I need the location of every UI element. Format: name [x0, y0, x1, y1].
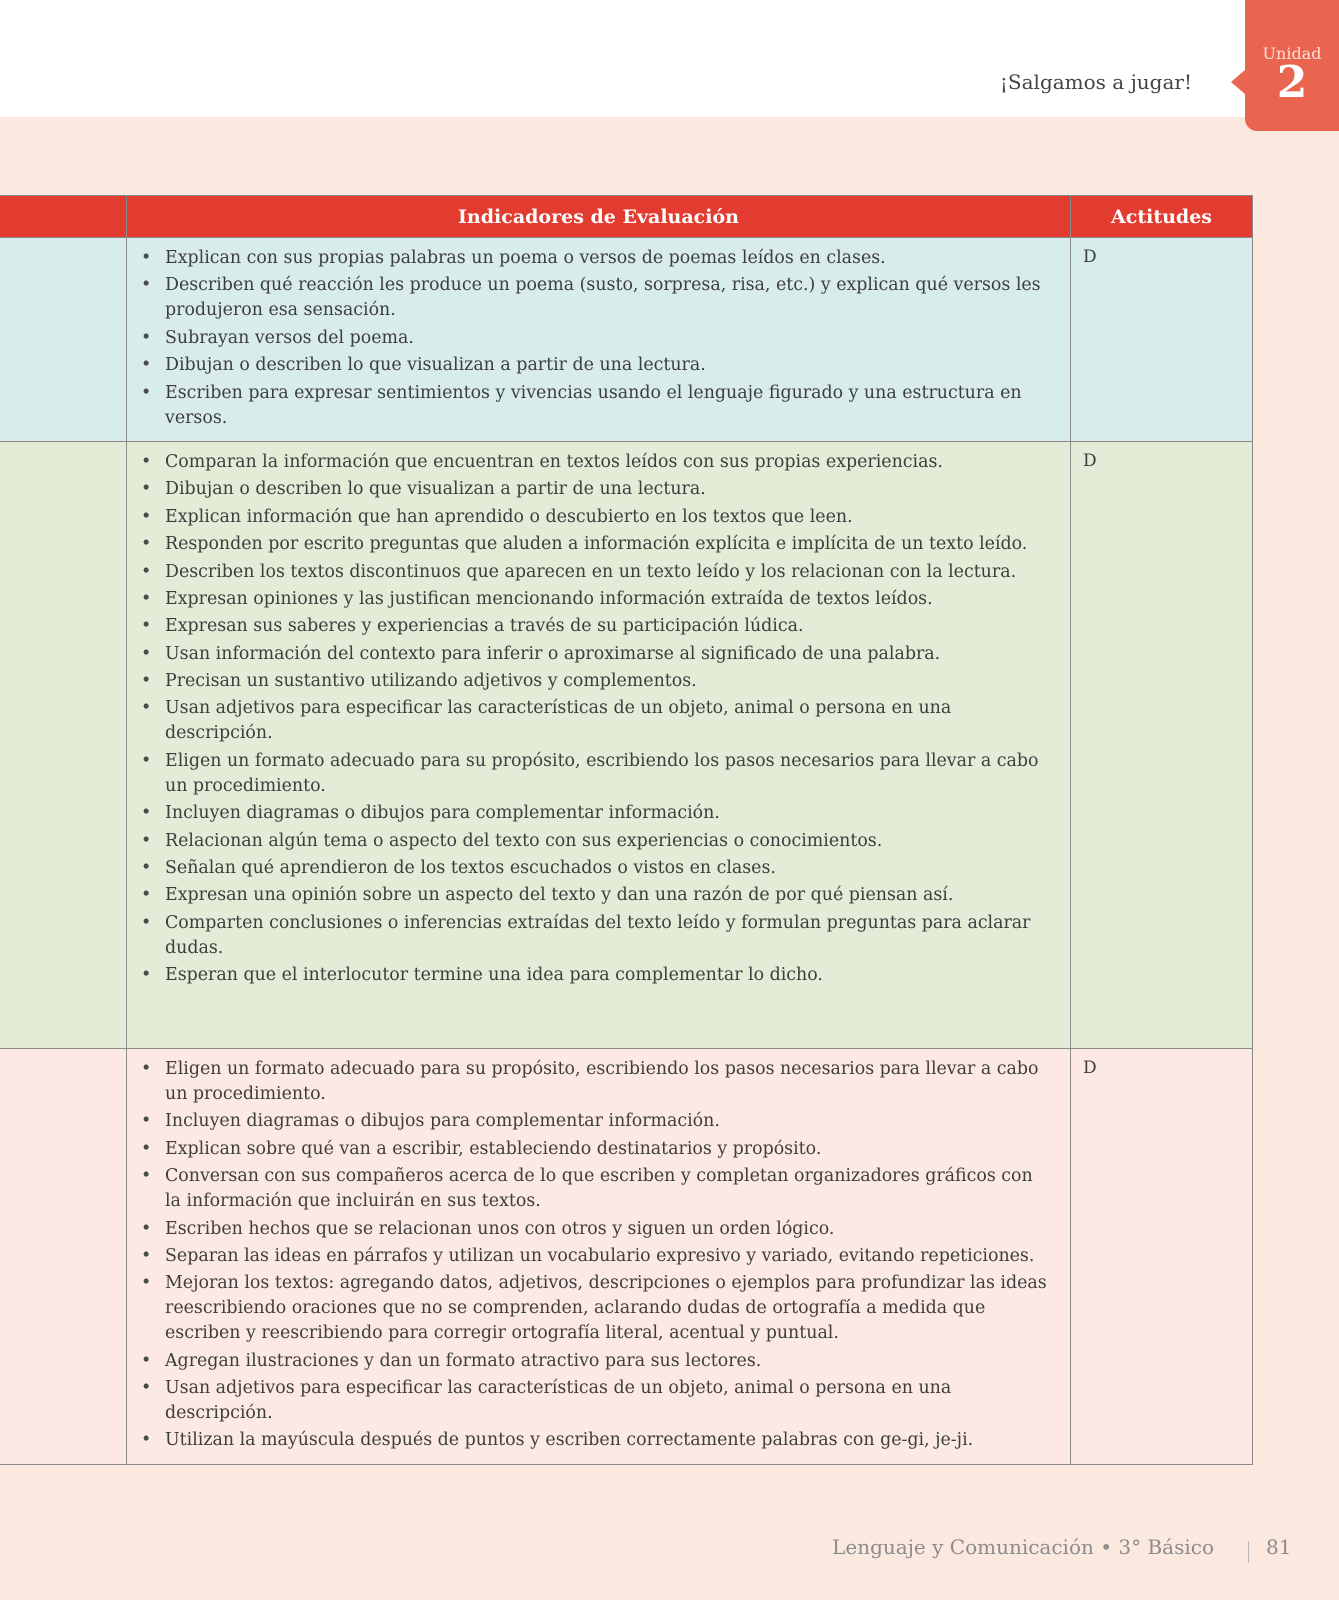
indicator-item: • Precisan un sustantivo utilizando adjetivos y complementos.: [141, 669, 1052, 694]
table-row: [0, 1048, 1253, 1464]
table-cell-blank: [0, 441, 127, 1048]
unit-number: 2: [1276, 57, 1308, 108]
indicator-item: • Conversan con sus compañeros acerca de lo que escriben y completan organizadores gráficos con la información que incluirán en sus textos.: [141, 1164, 1052, 1214]
indicator-item: • Incluyen diagramas o dibujos para complementar información.: [141, 1109, 1052, 1134]
indicator-list: [141, 246, 1052, 431]
indicators-cell: [127, 238, 1071, 442]
indicator-list: [141, 1057, 1052, 1454]
indicator-item: • Usan información del contexto para inferir o aproximarse al significado de una palabra.: [141, 642, 1052, 667]
indicator-item: • Responden por escrito preguntas que aluden a información explícita e implícita de un texto leído.: [141, 532, 1052, 557]
indicator-item: • Expresan una opinión sobre un aspecto del texto y dan una razón de por qué piensan así.: [141, 883, 1052, 908]
indicator-item: • Usan adjetivos para especificar las características de un objeto, animal o persona en una descripción.: [141, 1376, 1052, 1426]
page-number: 81: [1266, 1535, 1292, 1559]
page-footer: [0, 1535, 1339, 1575]
footer-title: Lenguaje y Comunicación • 3° Básico: [832, 1535, 1214, 1559]
indicator-item: • Subrayan versos del poema.: [141, 326, 1052, 351]
indicator-item: • Utilizan la mayúscula después de puntos y escriben correctamente palabras con ge-gi, je-ji.: [141, 1428, 1052, 1453]
indicator-item: • Usan adjetivos para especificar las características de un objeto, animal o persona en una descripción.: [141, 696, 1052, 746]
indicator-item: • Esperan que el interlocutor termine una idea para complementar lo dicho.: [141, 963, 1052, 988]
indicator-item: • Comparten conclusiones o inferencias extraídas del texto leído y formulan preguntas para aclarar dudas.: [141, 911, 1052, 961]
indicator-item: • Agregan ilustraciones y dan un formato atractivo para sus lectores.: [141, 1349, 1052, 1374]
indicator-item: • Separan las ideas en párrafos y utilizan un vocabulario expresivo y variado, evitando repeticiones.: [141, 1244, 1052, 1269]
unit-tab: [1245, 0, 1339, 131]
indicator-item: • Explican información que han aprendido o descubierto en los textos que leen.: [141, 505, 1052, 530]
indicator-item: • Escriben para expresar sentimientos y vivencias usando el lenguaje figurado y una estructura en versos.: [141, 381, 1052, 431]
attitude-cell: D: [1071, 441, 1253, 1048]
indicators-cell: [127, 441, 1071, 1048]
footer-divider: [1248, 1541, 1249, 1563]
indicator-item: • Expresan sus saberes y experiencias a través de su participación lúdica.: [141, 614, 1052, 639]
indicator-item: • Relacionan algún tema o aspecto del texto con sus experiencias o conocimientos.: [141, 829, 1052, 854]
indicator-item: • Escriben hechos que se relacionan unos con otros y siguen un orden lógico.: [141, 1217, 1052, 1242]
indicator-item: • Eligen un formato adecuado para su propósito, escribiendo los pasos necesarios para llevar a cabo un procedimiento.: [141, 749, 1052, 799]
indicator-item: • Dibujan o describen lo que visualizan a partir de una lectura.: [141, 477, 1052, 502]
indicator-item: • Comparan la información que encuentran en textos leídos con sus propias experiencias.: [141, 450, 1052, 475]
indicator-item: • Eligen un formato adecuado para su propósito, escribiendo los pasos necesarios para llevar a cabo un procedimiento.: [141, 1057, 1052, 1107]
table-cell-blank: [0, 238, 127, 442]
table-cell-blank: [0, 1048, 127, 1464]
evaluation-table: [0, 195, 1253, 1465]
table-row: [0, 238, 1253, 442]
table-header-row: [0, 196, 1253, 238]
column-header-attitudes: Actitudes: [1071, 196, 1253, 238]
indicators-cell: [127, 1048, 1071, 1464]
indicator-item: • Explican con sus propias palabras un poema o versos de poemas leídos en clases.: [141, 246, 1052, 271]
attitude-cell: D: [1071, 1048, 1253, 1464]
page-header: [0, 0, 1339, 117]
running-title: ¡Salgamos a jugar!: [999, 70, 1192, 94]
indicator-item: • Mejoran los textos: agregando datos, adjetivos, descripciones o ejemplos para profundizar las ideas reescribiendo oraciones que no se comprenden, aclarando dudas de ortografía a medida que escriben y reescribiendo para corregir ortografía literal, acentual y puntual.: [141, 1271, 1052, 1346]
indicator-item: • Explican sobre qué van a escribir, estableciendo destinatarios y propósito.: [141, 1137, 1052, 1162]
indicator-item: • Expresan opiniones y las justifican mencionando información extraída de textos leídos.: [141, 587, 1052, 612]
unit-label: Unidad: [1262, 44, 1322, 63]
column-header-indicators: Indicadores de Evaluación: [127, 196, 1071, 238]
indicator-list: [141, 450, 1052, 988]
indicator-item: • Señalan qué aprendieron de los textos escuchados o vistos en clases.: [141, 856, 1052, 881]
indicator-item: • Describen qué reacción les produce un poema (susto, sorpresa, risa, etc.) y explican qué versos les produjeron esa sensación.: [141, 273, 1052, 323]
table-row: [0, 441, 1253, 1048]
column-header-blank: [0, 196, 127, 238]
indicator-item: • Dibujan o describen lo que visualizan a partir de una lectura.: [141, 353, 1052, 378]
indicator-item: • Incluyen diagramas o dibujos para complementar información.: [141, 801, 1052, 826]
indicator-item: • Describen los textos discontinuos que aparecen en un texto leído y los relacionan con la lectura.: [141, 560, 1052, 585]
attitude-cell: D: [1071, 238, 1253, 442]
